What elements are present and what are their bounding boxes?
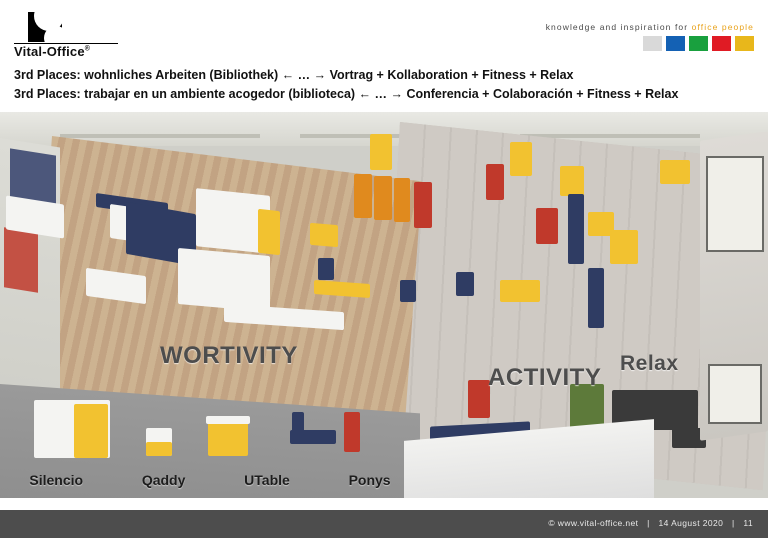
logo[interactable] [14, 10, 124, 59]
slide-footer [0, 510, 768, 538]
swatch-2 [666, 36, 685, 51]
panel-yellow-top2 [510, 142, 532, 176]
artwork-frame-1 [706, 156, 764, 252]
wall-panel-red [4, 227, 38, 292]
product-label-row [0, 472, 420, 488]
utable-top [206, 416, 250, 424]
artwork-frame-2 [708, 364, 762, 424]
chair-navy-2 [318, 258, 334, 280]
product-label-silencio: Silencio [29, 472, 84, 488]
product-label-utable: UTable [244, 472, 290, 488]
partition-navy-2 [568, 194, 584, 264]
bench-orange-3 [394, 178, 410, 222]
swatch-5 [735, 36, 754, 51]
bench-orange-2 [374, 176, 392, 220]
label-wortivity: WORTIVITY [160, 342, 298, 369]
tagline [546, 22, 754, 32]
tagline-accent: office people [691, 22, 754, 32]
product-label-qaddy: Qaddy [141, 472, 186, 488]
desk-yellow-2 [500, 280, 540, 302]
footer-separator-1: | [647, 518, 650, 528]
swatch-4 [712, 36, 731, 51]
title-line-es: 3rd Places: trabajar en un ambiente acogedor (biblioteca) ← … → Conferencia + Colaboración + Fitness + Relax [14, 87, 679, 101]
footer-date: 14 August 2020 [658, 518, 724, 528]
qaddy-accent [146, 442, 172, 456]
silencio-pod-accent [74, 404, 108, 458]
stool-yellow-1 [310, 223, 338, 247]
footer-separator-2: | [732, 518, 735, 528]
swatch-1 [643, 36, 662, 51]
chair-navy-4 [456, 272, 474, 296]
red-pillar [344, 412, 360, 452]
sofa-red-1 [414, 182, 432, 228]
partition-navy-3 [588, 268, 604, 328]
logo-trademark: ® [84, 45, 91, 53]
chair-navy-3 [400, 280, 416, 302]
cabinet-yellow-1 [258, 209, 280, 255]
swatch-3 [689, 36, 708, 51]
sofa-red-4 [468, 380, 490, 418]
vital-office-logo-icon [28, 12, 62, 42]
footer-page-number: 11 [743, 518, 753, 528]
ceiling-beam-1 [60, 134, 260, 138]
brand-swatches [643, 36, 754, 51]
label-relax: Relax [620, 352, 679, 375]
utable-unit [208, 420, 248, 456]
label-activity: ACTIVITY [488, 364, 602, 391]
panel-yellow-5 [610, 230, 638, 264]
ponys-unit-2 [292, 412, 304, 436]
panel-yellow-2 [560, 166, 584, 196]
panel-yellow-top [370, 134, 392, 170]
slide-header [0, 0, 768, 62]
photo-bottom-edge [0, 498, 768, 510]
office-rendering [0, 112, 768, 510]
tagline-plain: knowledge and inspiration for [545, 22, 692, 32]
desk-white-3 [178, 248, 270, 312]
footer-text [545, 518, 756, 528]
bench-orange-1 [354, 174, 372, 218]
panel-yellow-3 [660, 160, 690, 184]
product-label-ponys: Ponys [348, 472, 391, 488]
logo-text: Vital-Office® [14, 44, 91, 59]
title-line-de: 3rd Places: wohnliches Arbeiten (Bibliothek) ← … → Vortrag + Kollaboration + Fitness + Relax [14, 68, 574, 82]
footer-copyright[interactable]: © www.vital-office.net [548, 518, 639, 528]
sofa-red-3 [536, 208, 558, 244]
slide-titles [0, 66, 768, 104]
sofa-red-2 [486, 164, 504, 200]
